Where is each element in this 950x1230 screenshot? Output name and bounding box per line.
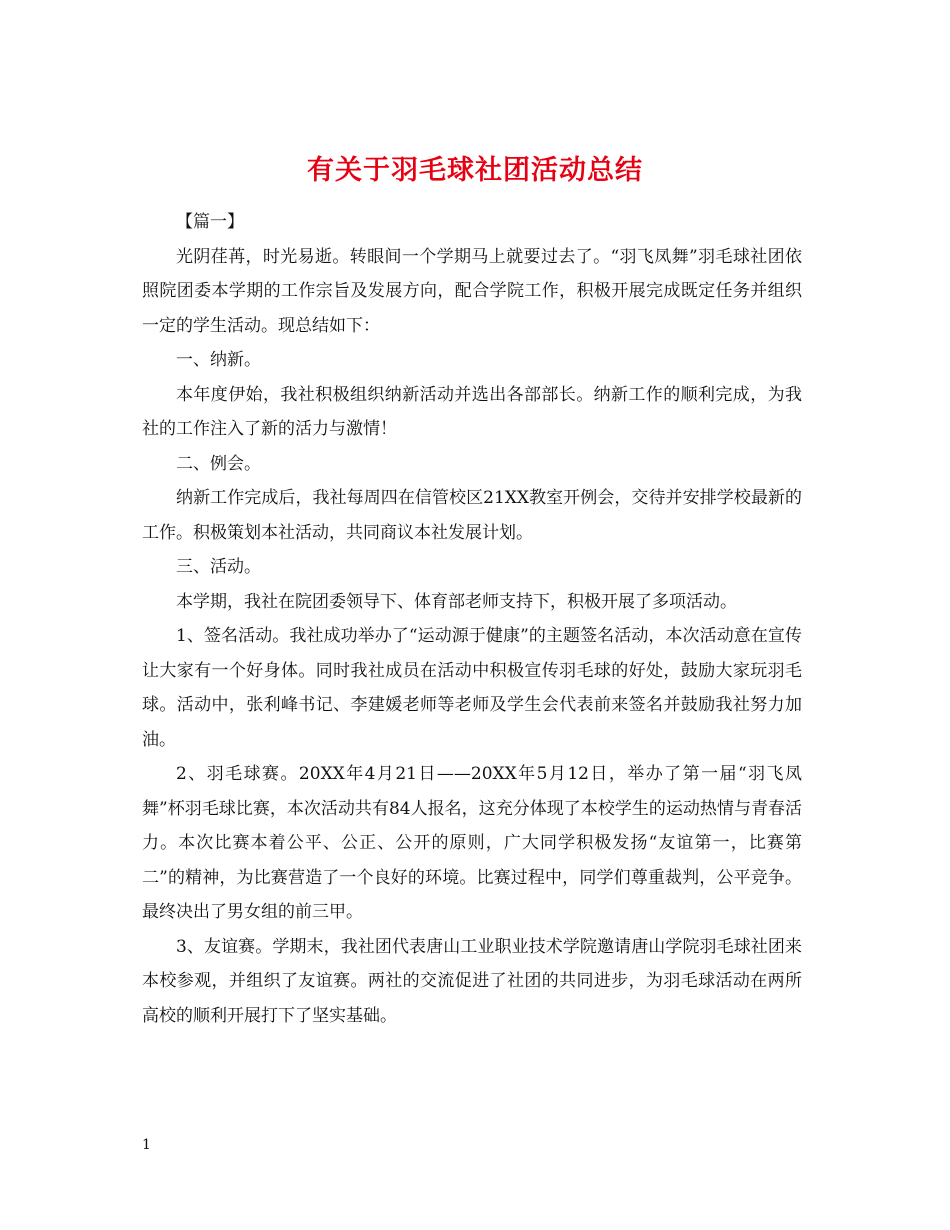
- section-label: 【篇一】: [176, 212, 244, 232]
- heading-recruitment: 一、纳新。: [176, 350, 261, 370]
- heading-activities: 三、活动。: [176, 557, 261, 577]
- paragraph-badminton-match: 2、羽毛球赛。20XX年4月21日——20XX年5月12日，举办了第一届“羽飞凤舞”杯羽毛球比赛，本次活动共有84人报名，这充分体现了本校学生的运动热情与青春活力。本次比赛本着公平、公正、公开的原则，广大同学积极发扬“友谊第一，比赛第二”的精神，为比赛营造了一个良好的环境。比赛过程中，同学们尊重裁判，公平竞争。最终决出了男女组的前三甲。: [142, 764, 802, 922]
- page-number: 1: [142, 1137, 151, 1153]
- document-body: [142, 205, 802, 1033]
- paragraph-recruitment: 本年度伊始，我社积极组织纳新活动并选出各部部长。纳新工作的顺利完成，为我社的工作注入了新的活力与激情！: [142, 384, 802, 439]
- page-title: 有关于羽毛球社团活动总结: [307, 155, 643, 187]
- paragraph-meetings: 纳新工作完成后，我社每周四在信管校区21XX教室开例会，交待并安排学校最新的工作。积极策划本社活动，共同商议本社发展计划。: [142, 488, 802, 543]
- paragraph-signature-event: 1、签名活动。我社成功举办了“运动源于健康”的主题签名活动，本次活动意在宣传让大家有一个好身体。同时我社成员在活动中积极宣传羽毛球的好处，鼓励大家玩羽毛球。活动中，张利峰书记、李建媛老师等老师及学生会代表前来签名并鼓励我社努力加油。: [142, 626, 802, 750]
- paragraph-activities-intro: 本学期，我社在院团委领导下、体育部老师支持下，积极开展了多项活动。: [176, 591, 737, 612]
- heading-meetings: 二、例会。: [176, 453, 261, 474]
- paragraph-intro: 光阴荏苒，时光易逝。转眼间一个学期马上就要过去了。“羽飞凤舞”羽毛球社团依照院团委本学期的工作宗旨及发展方向，配合学院工作，积极开展完成既定任务并组织一定的学生活动。现总结如下：: [142, 246, 802, 336]
- paragraph-friendly-match: 3、友谊赛。学期末，我社团代表唐山工业职业技术学院邀请唐山学院羽毛球社团来本校参观，并组织了友谊赛。两社的交流促进了社团的共同进步，为羽毛球活动在两所高校的顺利开展打下了坚实基础。: [142, 936, 802, 1026]
